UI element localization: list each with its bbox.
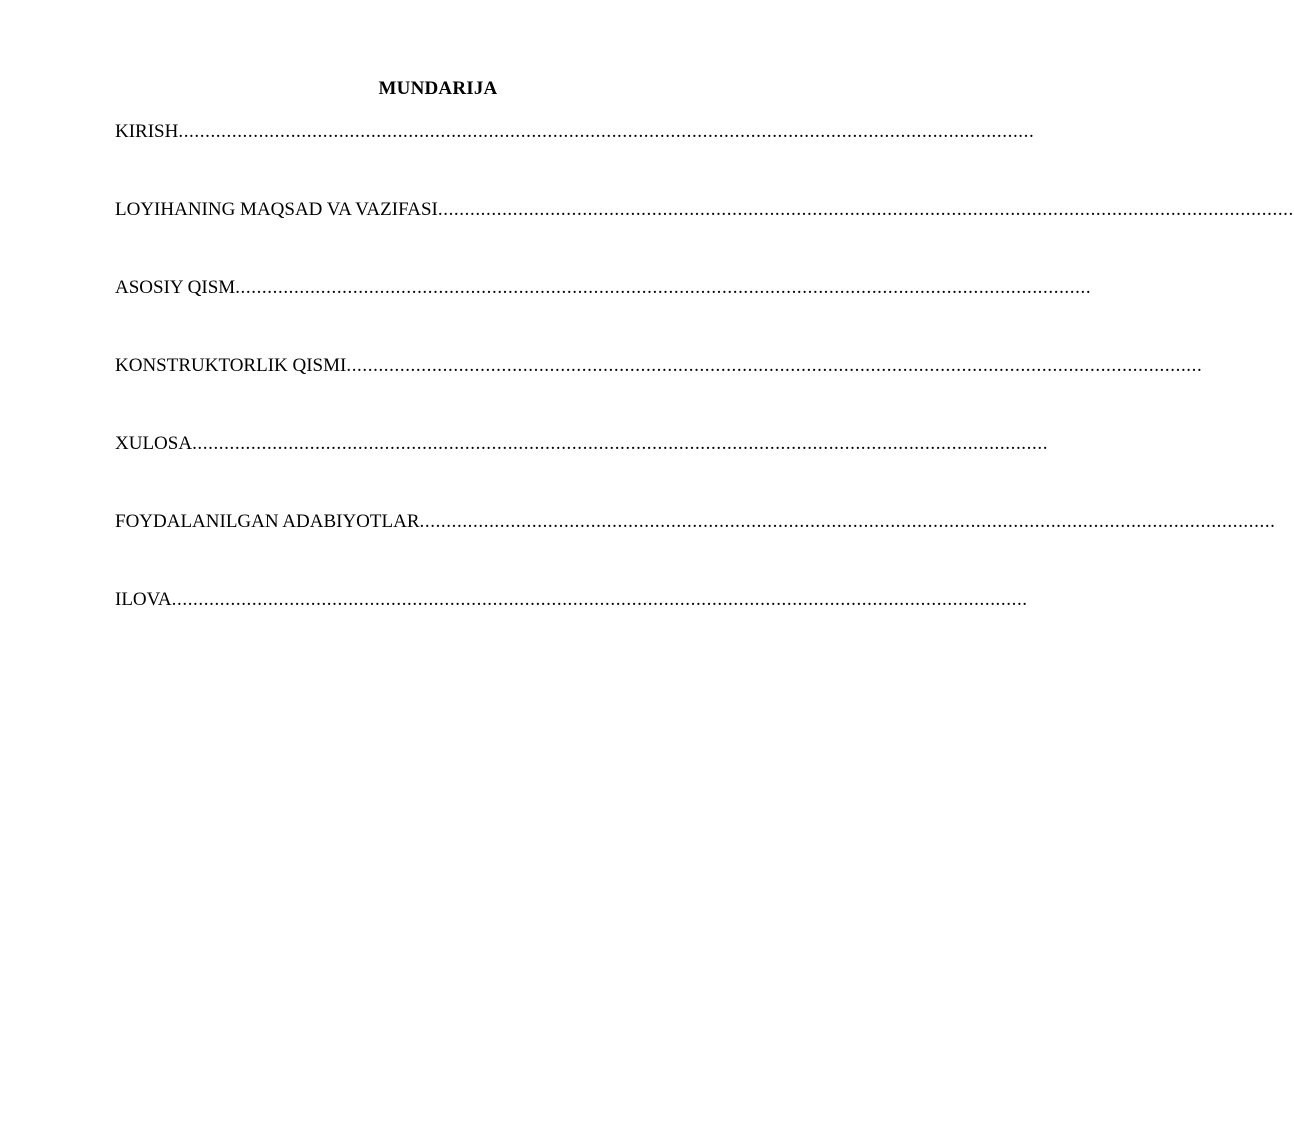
toc-dot-leader: ................................................................................................................................................................ <box>171 589 1028 610</box>
toc-item-label: ASOSIY QISM <box>115 277 236 298</box>
toc-item-label: KONSTRUKTORLIK QISMI <box>115 355 347 376</box>
toc-item-asosiy-qism <box>115 277 1092 355</box>
table-of-contents <box>115 121 1294 667</box>
page-title: MUNDARIJA <box>378 78 498 99</box>
toc-item-kirish <box>115 121 1035 199</box>
toc-dot-leader: ................................................................................................................................................................ <box>192 433 1049 454</box>
toc-dot-leader: ................................................................................................................................................................ <box>346 355 1203 376</box>
toc-item-ilova <box>115 589 1028 667</box>
toc-item-label: LOYIHANING MAQSAD VA VAZIFASI <box>115 199 438 220</box>
toc-item-label: XULOSA <box>115 433 193 454</box>
toc-item-xulosa <box>115 433 1049 511</box>
toc-dot-leader: ................................................................................................................................................................ <box>178 121 1035 142</box>
toc-item-konstruktorlik-qismi <box>115 355 1203 433</box>
toc-item-loyihaning-maqsad <box>115 199 1294 277</box>
toc-item-label: KIRISH <box>115 121 179 142</box>
toc-dot-leader: ................................................................................................................................................................ <box>235 277 1092 298</box>
toc-dot-leader: ................................................................................................................................................................ <box>437 199 1294 220</box>
toc-dot-leader: ................................................................................................................................................................ <box>419 511 1276 532</box>
toc-item-label: FOYDALANILGAN ADABIYOTLAR <box>115 511 420 532</box>
toc-item-label: ILOVA <box>115 589 172 610</box>
toc-item-foydalanilgan-adabiyotlar <box>115 511 1276 589</box>
